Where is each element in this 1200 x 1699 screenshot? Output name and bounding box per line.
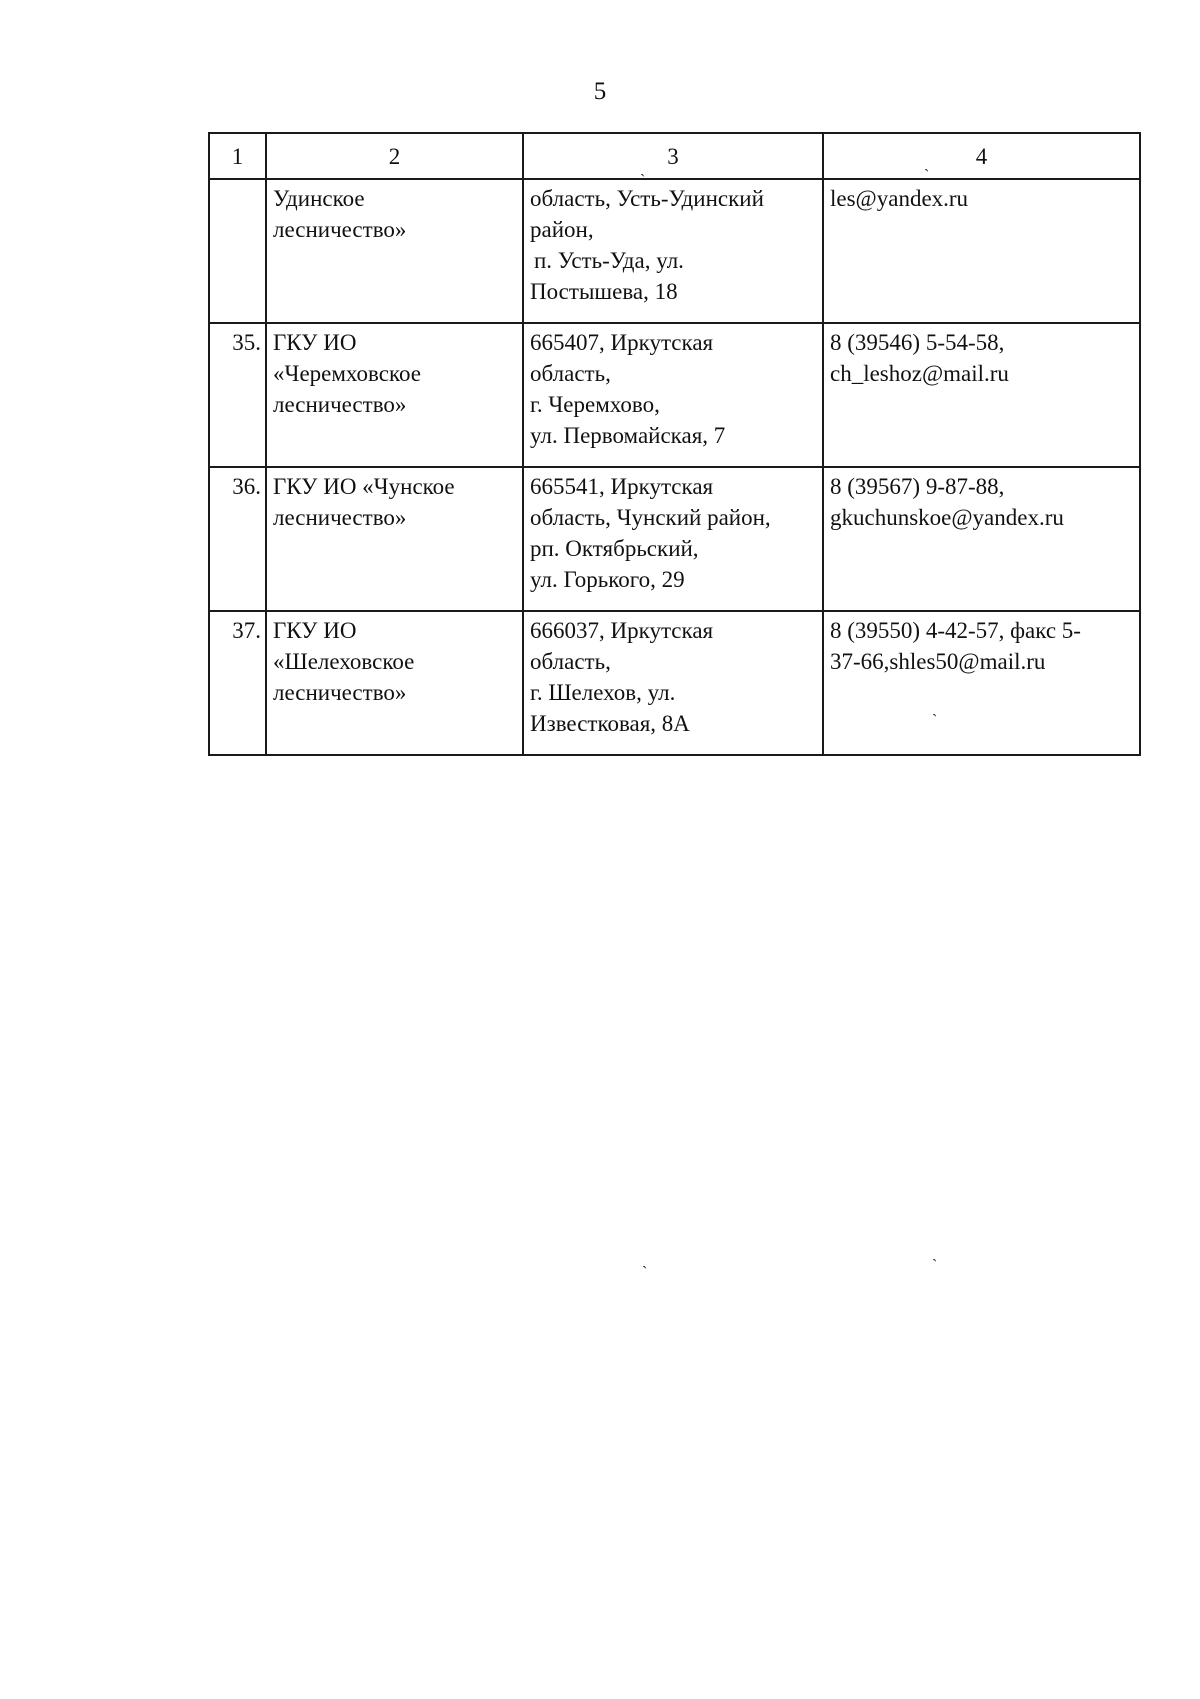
forestry-registry-table [208, 132, 1141, 756]
table-row [209, 323, 1140, 467]
address-line: область, [530, 361, 611, 386]
name-line: ГКУ ИО [273, 330, 357, 355]
contact-line: gkuchunskoe@yandex.ru [830, 505, 1064, 530]
contact-line: 8 (39546) 5-54-58, [830, 330, 1005, 355]
address-cell [523, 467, 823, 611]
contacts-cell [823, 179, 1140, 323]
address-line: ул. Горького, 29 [530, 567, 685, 592]
contact-line: ch_leshoz@mail.ru [830, 361, 1009, 386]
name-line: лесничество» [273, 680, 407, 705]
address-cell [523, 323, 823, 467]
address-line: ул. Первомайская, 7 [530, 423, 726, 448]
name-line: лесничество» [273, 392, 407, 417]
name-line: «Шелеховское [273, 649, 415, 674]
table-row [209, 611, 1140, 755]
address-cell [523, 179, 823, 323]
address-line: г. Шелехов, ул. [530, 680, 676, 705]
address-line: 665407, Иркутская [530, 330, 714, 355]
scan-speck: ˏ [642, 1252, 648, 1269]
table-header-row [209, 133, 1140, 179]
name-line: Удинское [273, 186, 365, 211]
header-col-3: 3 [523, 133, 823, 179]
address-line: область, [530, 649, 611, 674]
address-cell [523, 611, 823, 755]
contact-line: les@yandex.ru [830, 186, 969, 211]
forestry-name-cell [266, 467, 523, 611]
header-col-2: 2 [266, 133, 523, 179]
name-line: «Черемховское [273, 361, 421, 386]
header-col-4: 4 [823, 133, 1140, 179]
contacts-cell [823, 323, 1140, 467]
table-row [209, 467, 1140, 611]
contact-line: 8 (39550) 4-42-57, факс 5- [830, 618, 1081, 643]
contacts-cell [823, 467, 1140, 611]
scan-speck: ˏ [932, 700, 938, 717]
scan-speck: ˏ [640, 160, 646, 177]
address-line: Постышева, 18 [530, 279, 678, 304]
forestry-name-cell [266, 323, 523, 467]
name-line: ГКУ ИО «Чунское [273, 474, 455, 499]
address-line: область, Усть-Удинский [530, 186, 764, 211]
contact-line: 8 (39567) 9-87-88, [830, 474, 1005, 499]
address-line: рп. Октябрьский, [530, 536, 699, 561]
name-line: лесничество» [273, 217, 407, 242]
forestry-name-cell [266, 611, 523, 755]
scan-speck: ˏ [932, 1245, 938, 1262]
contact-line: 37-66,shles50@mail.ru [830, 649, 1046, 674]
page-number: 5 [593, 78, 607, 105]
address-line: Известковая, 8А [530, 711, 690, 736]
forestry-name-cell [266, 179, 523, 323]
header-col-1: 1 [209, 133, 266, 179]
scan-speck: ˏ [924, 155, 930, 172]
row-number: 37. [209, 611, 266, 755]
name-line: лесничество» [273, 505, 407, 530]
address-line: 666037, Иркутская [530, 618, 714, 643]
contacts-cell [823, 611, 1140, 755]
address-line: п. Усть-Уда, ул. [534, 248, 684, 273]
table-row [209, 179, 1140, 323]
address-line: 665541, Иркутская [530, 474, 714, 499]
row-number [209, 179, 266, 323]
row-number: 36. [209, 467, 266, 611]
address-line: район, [530, 217, 594, 242]
row-number: 35. [209, 323, 266, 467]
address-line: г. Черемхово, [530, 392, 660, 417]
address-line: область, Чунский район, [530, 505, 771, 530]
name-line: ГКУ ИО [273, 618, 357, 643]
